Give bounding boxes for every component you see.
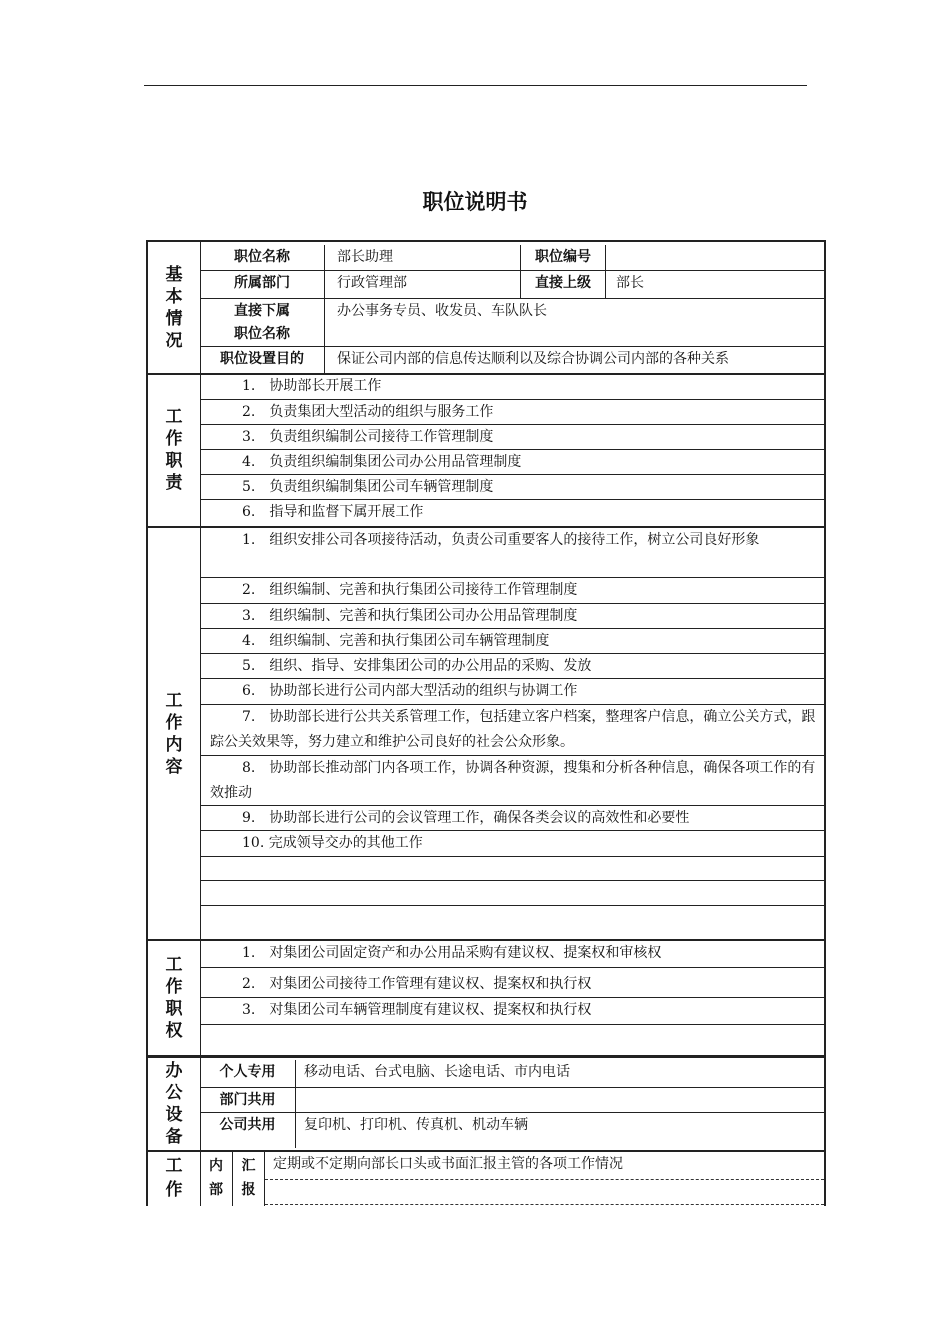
list-item: 5. 负责组织编制集团公司车辆管理制度: [200, 475, 824, 500]
list-item: 4. 负责组织编制集团公司办公用品管理制度: [200, 450, 824, 475]
basic-section-label-cell: [148, 242, 201, 373]
superior-label: 直接上级: [521, 271, 606, 298]
subordinate-label: [200, 299, 325, 346]
department-label: 所属部门: [200, 271, 325, 298]
authority-section-label-cell: [148, 941, 201, 1055]
authority-section: [146, 940, 826, 1058]
purpose-label: 职位设置目的: [200, 347, 325, 373]
list-item: 2. 对集团公司接待工作管理有建议权、提案权和执行权: [200, 968, 824, 998]
empty-row: [200, 881, 824, 906]
equipment-section-label-cell: [148, 1057, 201, 1150]
header-rule: [144, 85, 807, 86]
content-section-label: 工作内容: [165, 690, 183, 777]
work-section-label-cell: [148, 1152, 201, 1206]
report-label-cell: [233, 1152, 265, 1206]
report-value: 定期或不定期向部长口头或书面汇报主管的各项工作情况: [273, 1156, 623, 1172]
list-item: 1. 对集团公司固定资产和办公用品采购有建议权、提案权和审核权: [200, 941, 824, 968]
page-title: 职位说明书: [422, 190, 528, 214]
subordinate-label-line1: 直接下属: [234, 303, 290, 319]
list-item: 8. 协助部长推动部门内各项工作，协调各种资源，搜集和分析各种信息，确保各项工作的有效推动: [200, 756, 824, 806]
table-row: [200, 1060, 824, 1088]
table-row: [200, 347, 824, 373]
company-value: 复印机、打印机、传真机、机动车辆: [304, 1117, 528, 1133]
empty-row: [200, 1025, 824, 1054]
list-item: 6. 指导和监督下属开展工作: [242, 504, 424, 520]
content-section: [146, 527, 826, 941]
report-label: 汇报: [241, 1158, 256, 1198]
dept-label: 部门共用: [200, 1088, 296, 1112]
personal-value: 移动电话、台式电脑、长途电话、市内电话: [304, 1064, 570, 1080]
list-item: 1. 协助部长开展工作: [200, 374, 824, 400]
duties-section: [146, 373, 826, 528]
purpose-value: 保证公司内部的信息传达顺利以及综合协调公司内部的各种关系: [337, 351, 729, 367]
list-item: 2. 负责集团大型活动的组织与服务工作: [200, 400, 824, 425]
department-value: 行政管理部: [325, 271, 521, 298]
equipment-section: [146, 1057, 826, 1152]
subordinate-label-line2: 职位名称: [234, 326, 290, 342]
superior-value: 部长: [616, 275, 644, 291]
authority-section-label: 工作职权: [165, 955, 183, 1041]
basic-info-section: [146, 240, 826, 375]
position-name-value: 部长助理: [325, 245, 521, 270]
position-no-value: [606, 245, 824, 270]
list-item: 6. 协助部长进行公司内部大型活动的组织与协调工作: [200, 679, 824, 705]
table-row: [200, 271, 824, 299]
table-row: [200, 299, 824, 347]
subordinates-value: 办公事务专员、收发员、车队队长: [337, 303, 547, 319]
duties-section-label: 工作职责: [165, 407, 183, 493]
dashed-divider: [265, 1179, 824, 1180]
table-row: [200, 1113, 824, 1148]
list-item: 3. 组织编制、完善和执行集团公司办公用品管理制度: [200, 604, 824, 629]
content-section-label-cell: [148, 528, 201, 939]
company-label: 公司共用: [200, 1113, 296, 1148]
internal-label: 内部: [209, 1158, 223, 1198]
list-item: 3. 负责组织编制公司接待工作管理制度: [200, 425, 824, 450]
list-item: 10. 完成领导交办的其他工作: [200, 831, 824, 857]
duties-section-label-cell: [148, 374, 201, 526]
list-item: 4. 组织编制、完善和执行集团公司车辆管理制度: [200, 629, 824, 654]
list-item: 3. 对集团公司车辆管理制度有建议权、提案权和执行权: [200, 998, 824, 1025]
list-item: 1. 组织安排公司各项接待活动，负责公司重要客人的接待工作，树立公司良好形象: [200, 528, 824, 578]
position-name-label: 职位名称: [200, 245, 325, 270]
table-row: [200, 1088, 824, 1113]
empty-row: [200, 906, 824, 938]
position-no-label: 职位编号: [521, 245, 606, 270]
equipment-section-label: 办公设备: [165, 1060, 183, 1147]
dashed-divider: [265, 1204, 824, 1205]
work-section-label: 工作: [165, 1156, 183, 1200]
internal-label-cell: [200, 1152, 233, 1206]
empty-row: [200, 857, 824, 881]
basic-section-label: 基本情况: [165, 264, 183, 351]
table-row: [200, 245, 824, 271]
list-item: 2. 组织编制、完善和执行集团公司接待工作管理制度: [200, 578, 824, 604]
personal-label: 个人专用: [200, 1060, 296, 1087]
work-section: [146, 1150, 826, 1206]
dept-value: [296, 1088, 824, 1112]
list-item: 7. 协助部长进行公共关系管理工作，包括建立客户档案，整理客户信息，确立公关方式，跟踪公关效果等，努力建立和维护公司良好的社会公众形象。: [200, 705, 824, 756]
list-item: 9. 协助部长进行公司的会议管理工作，确保各类会议的高效性和必要性: [200, 806, 824, 831]
list-item: 5. 组织、指导、安排集团公司的办公用品的采购、发放: [200, 654, 824, 679]
